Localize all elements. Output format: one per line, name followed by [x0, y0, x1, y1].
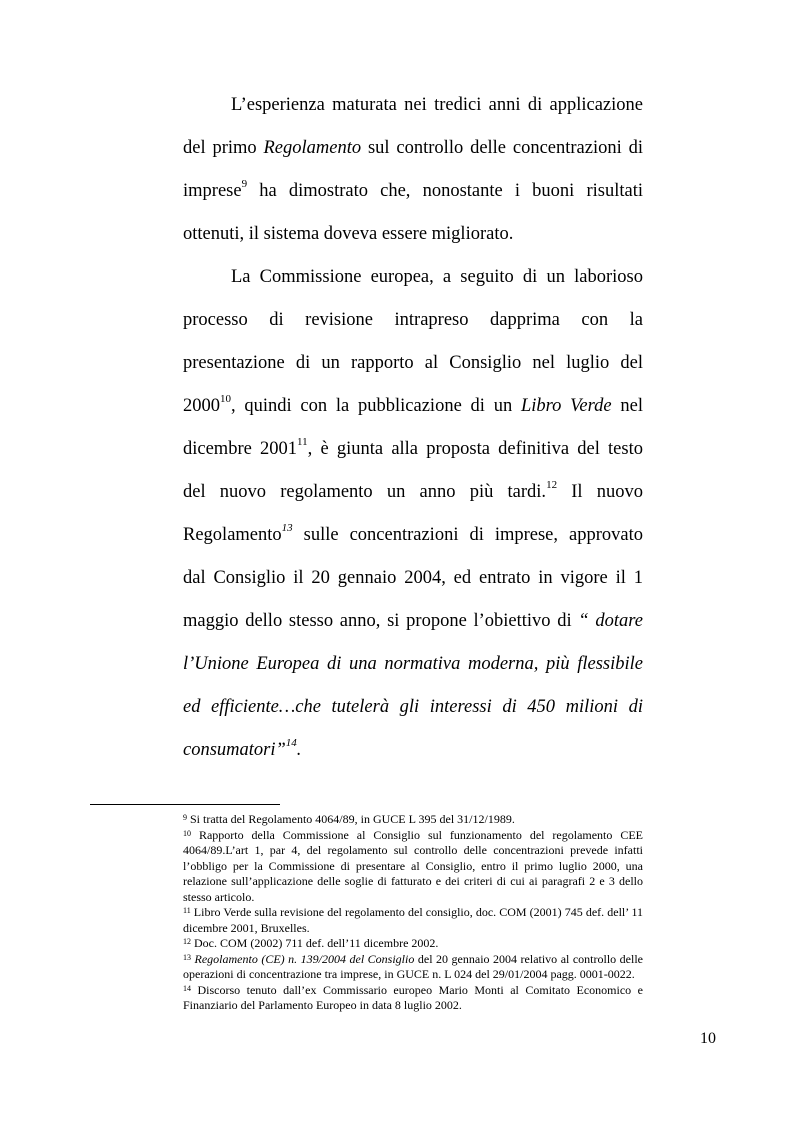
footnote-12: $^{12}$ Doc. COM (2002) 711 def. dell’11 dicembre 2002.: [183, 936, 439, 950]
text-line: consumatori”$^{14}$.: [183, 737, 302, 760]
text-line: L’esperienza maturata nei tredici anni di applicazione: [231, 95, 643, 115]
text-line: Regolamento$^{13}$ sulle concentrazioni di imprese, approvato: [183, 522, 643, 545]
footnote-ref[interactable]: 14: [285, 737, 297, 749]
footnote-14: $^{14}$ Discorso tenuto dall’ex Commissario europeo Mario Monti al Comitato Economico e Finanziario del Parlamento Europeo in data 8 luglio 2002.: [183, 982, 643, 1012]
footnote-10: $^{10}$ Rapporto della Commissione al Consiglio sul funzionamento del regolamento CEE 4064/89.L’art 1, par 4, del regolamento sul controllo delle concentrazioni prevede infatti l’obbligo per la Commissione di presentare al Consiglio, entro il primo luglio 2000, una relazione sull’applicazione delle soglie di fatturato e dei criteri di cui ai paragrafi 2 e 3 dello stesso articolo.: [183, 827, 643, 904]
footnotes: [183, 812, 643, 1014]
footnote-ref[interactable]: 11: [297, 436, 308, 448]
text-line: imprese$^9$ ha dimostrato che, nonostante i buoni risultati: [183, 178, 643, 201]
page-number: 10: [700, 1030, 716, 1047]
text-line: del nuovo regolamento un anno più tardi.$^{12}$ Il nuovo: [183, 479, 643, 502]
text-line: 2000$^{10}$, quindi con la pubblicazione di un Libro Verde nel: [183, 393, 643, 416]
text-line: processo di revisione intrapreso dapprima con la: [183, 310, 643, 330]
footnote-ref[interactable]: 9: [241, 178, 248, 190]
text-line: La Commissione europea, a seguito di un laborioso: [231, 267, 643, 287]
text-line: l’Unione Europea di una normativa moderna, più flessibile: [183, 654, 643, 674]
footnote-11: $^{11}$ Libro Verde sulla revisione del regolamento del consiglio, doc. COM (2001) 745 def. dell’ 11 dicembre 2001, Bruxelles.: [183, 905, 643, 935]
footnote-9: $^9$ Si tratta del Regolamento 4064/89, in GUCE L 395 del 31/12/1989.: [183, 812, 515, 826]
text-line: dicembre 2001$^{11}$, è giunta alla proposta definitiva del testo: [183, 436, 643, 459]
text-line: dal Consiglio il 20 gennaio 2004, ed entrato in vigore il 1: [183, 568, 643, 588]
footnote-13: $^{13}$ Regolamento (CE) n. 139/2004 del Consiglio del 20 gennaio 2004 relativo al controllo delle operazioni di concentrazione tra imprese, in GUCE n. L 024 del 29/01/2004 pagg. 0001-0022.: [183, 951, 644, 981]
paragraph-2: [183, 256, 643, 772]
paragraph-1: [183, 84, 643, 256]
text-line: del primo Regolamento sul controllo delle concentrazioni di: [183, 138, 643, 158]
footnote-separator: [90, 804, 280, 805]
text-line: maggio dello stesso anno, si propone l’obiettivo di “ dotare: [183, 611, 643, 631]
text-line: ed efficiente…che tutelerà gli interessi di 450 milioni di: [183, 697, 643, 717]
footnote-ref[interactable]: 13: [281, 522, 293, 534]
footnote-ref[interactable]: 10: [220, 393, 231, 405]
text-line: ottenuti, il sistema doveva essere migliorato.: [183, 224, 514, 244]
text-line: presentazione di un rapporto al Consiglio nel luglio del: [183, 353, 643, 373]
footnote-ref[interactable]: 12: [546, 479, 558, 491]
